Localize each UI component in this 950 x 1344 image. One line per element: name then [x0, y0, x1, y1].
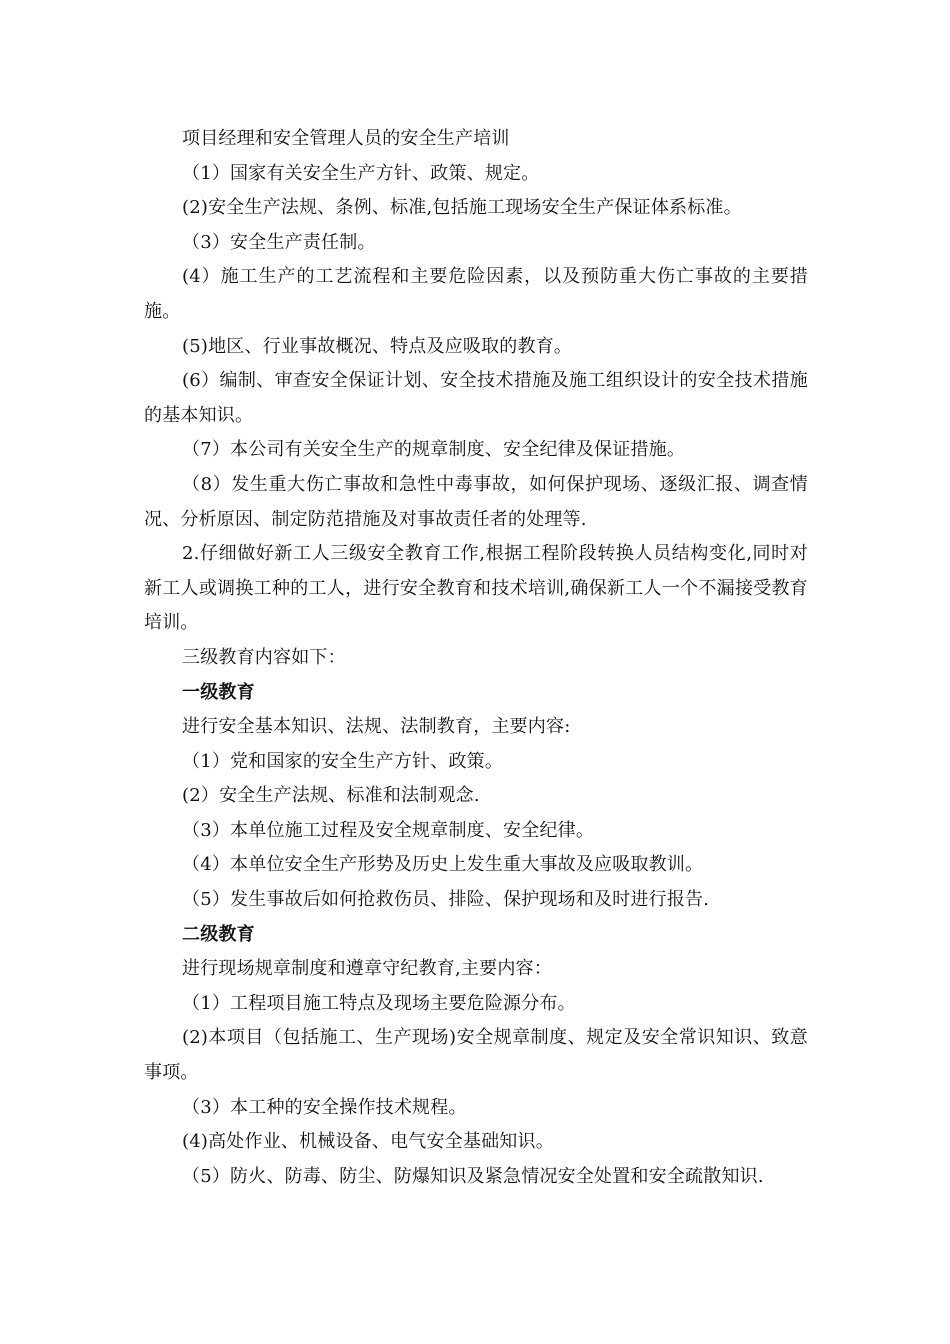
section-heading-level-two: 二级教育: [182, 923, 255, 945]
document-body: [144, 122, 808, 1194]
list-item: (6）编制、审查安全保证计划、安全技术措施及施工组织设计的安全技术措施的基本知识。: [144, 370, 808, 426]
list-item: (5)地区、行业事故概况、特点及应吸取的教育。: [182, 335, 573, 357]
list-item: (2）安全生产法规、标准和法制观念.: [182, 785, 480, 807]
list-item: (4)高处作业、机械设备、电气安全基础知识。: [182, 1131, 554, 1153]
list-item: (4）施工生产的工艺流程和主要危险因素，以及预防重大伤亡事故的主要措施。: [144, 266, 808, 322]
list-item: （3）本单位施工过程及安全规章制度、安全纪律。: [182, 819, 595, 841]
list-item: （1）工程项目施工特点及现场主要危险源分布。: [182, 992, 576, 1014]
list-item: （3）本工种的安全操作技术规程。: [182, 1096, 467, 1118]
paragraph-training-title: 项目经理和安全管理人员的安全生产培训: [182, 128, 510, 149]
list-item: （1）党和国家的安全生产方针、政策。: [182, 750, 504, 772]
list-item: （3）安全生产责任制。: [182, 231, 376, 253]
list-item: （7）本公司有关安全生产的规章制度、安全纪律及保证措施。: [182, 439, 686, 461]
section-heading-level-one: 一级教育: [182, 681, 255, 703]
list-item: (2)本项目（包括施工、生产现场)安全规章制度、规定及安全常识知识、致意事项。: [144, 1027, 808, 1084]
paragraph-new-worker-education: 2.仔细做好新工人三级安全教育工作,根据工程阶段转换人员结构变化,同时对新工人或调换工种的工人，进行安全教育和技术培训,确保新工人一个不漏接受教育培训。: [144, 543, 808, 634]
list-item: （5）发生事故后如何抢救伤员、排险、保护现场和及时进行报告.: [182, 889, 710, 911]
paragraph-three-level-intro: 三级教育内容如下：: [182, 646, 346, 668]
list-item: （1）国家有关安全生产方针、政策、规定。: [182, 162, 540, 184]
list-item: （4）本单位安全生产形势及历史上发生重大事故及应吸取教训。: [182, 854, 704, 876]
list-item: （5）防火、防毒、防尘、防爆知识及紧急情况安全处置和安全疏散知识.: [182, 1165, 764, 1187]
list-item: (2)安全生产法规、条例、标准,包括施工现场安全生产保证体系标准。: [182, 197, 742, 219]
paragraph-level-one-intro: 进行安全基本知识、法规、法制教育，主要内容:: [182, 716, 571, 738]
paragraph-level-two-intro: 进行现场规章制度和遵章守纪教育,主要内容：: [182, 958, 552, 980]
list-item: （8）发生重大伤亡事故和急性中毒事故，如何保护现场、逐级汇报、调查情况、分析原因、制定防范措施及对事故责任者的处理等.: [144, 473, 808, 530]
